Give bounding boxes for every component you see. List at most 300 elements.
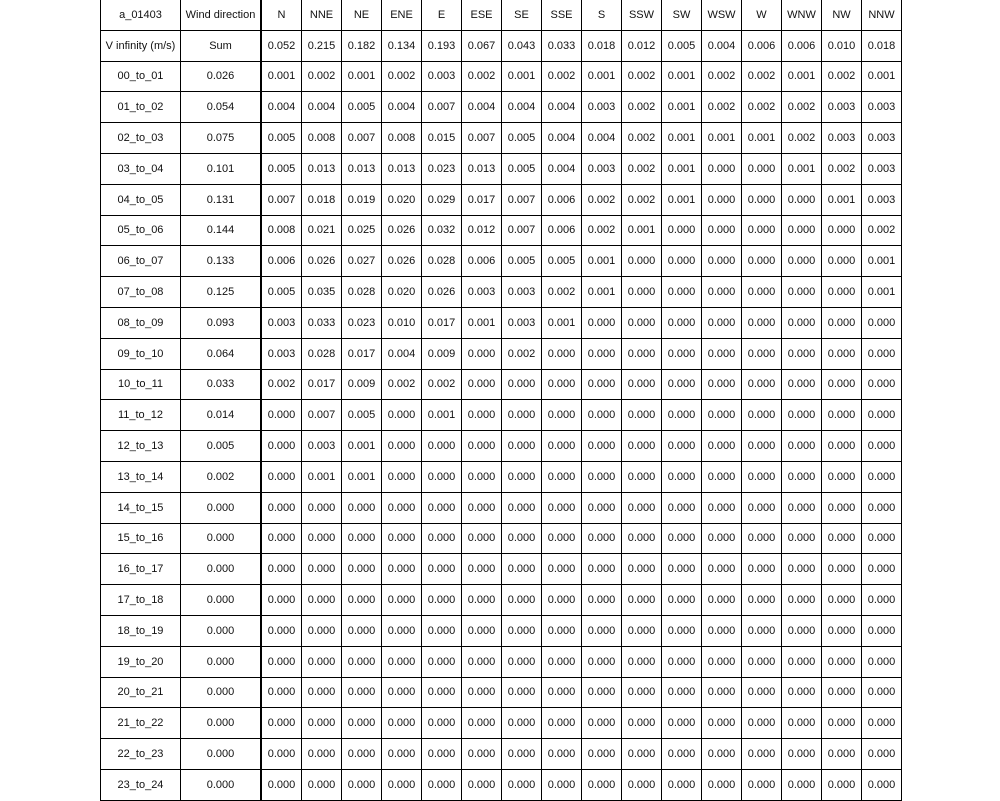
frequency-cell: 0.002	[502, 338, 542, 369]
frequency-cell: 0.000	[302, 492, 342, 523]
frequency-cell: 0.000	[662, 492, 702, 523]
frequency-cell: 0.000	[742, 277, 782, 308]
speed-range-cell: 00_to_01	[101, 61, 181, 92]
row-sum-cell: 0.101	[181, 153, 262, 184]
direction-header: NW	[822, 0, 862, 30]
frequency-cell: 0.002	[302, 61, 342, 92]
frequency-cell: 0.000	[742, 646, 782, 677]
frequency-cell: 0.000	[422, 523, 462, 554]
frequency-cell: 0.020	[382, 277, 422, 308]
speed-range-cell: 23_to_24	[101, 769, 181, 800]
speed-range-cell: 09_to_10	[101, 338, 181, 369]
frequency-cell: 0.002	[742, 92, 782, 123]
frequency-cell: 0.007	[502, 215, 542, 246]
frequency-cell: 0.000	[382, 431, 422, 462]
frequency-cell: 0.000	[261, 461, 302, 492]
frequency-cell: 0.000	[782, 708, 822, 739]
frequency-cell: 0.000	[622, 400, 662, 431]
frequency-cell: 0.004	[502, 92, 542, 123]
frequency-cell: 0.001	[342, 431, 382, 462]
frequency-cell: 0.000	[422, 492, 462, 523]
speed-range-cell: 17_to_18	[101, 585, 181, 616]
frequency-cell: 0.000	[582, 554, 622, 585]
frequency-cell: 0.000	[862, 431, 902, 462]
row-sum-cell: 0.000	[181, 646, 262, 677]
frequency-cell: 0.000	[342, 615, 382, 646]
header-label: Wind direction	[181, 0, 262, 30]
direction-header: NE	[342, 0, 382, 30]
direction-header: W	[742, 0, 782, 30]
frequency-cell: 0.000	[502, 523, 542, 554]
frequency-cell: 0.000	[342, 554, 382, 585]
frequency-cell: 0.000	[422, 739, 462, 770]
frequency-cell: 0.001	[742, 123, 782, 154]
frequency-cell: 0.001	[542, 307, 582, 338]
frequency-cell: 0.005	[342, 400, 382, 431]
frequency-cell: 0.002	[622, 92, 662, 123]
wind-frequency-table	[100, 0, 902, 801]
frequency-cell: 0.000	[622, 431, 662, 462]
frequency-cell: 0.000	[502, 677, 542, 708]
frequency-cell: 0.000	[742, 431, 782, 462]
frequency-cell: 0.000	[742, 492, 782, 523]
row-sum-cell: 0.075	[181, 123, 262, 154]
direction-sum-cell: 0.012	[622, 30, 662, 61]
frequency-cell: 0.003	[261, 307, 302, 338]
table-row	[101, 246, 902, 277]
frequency-cell: 0.001	[662, 153, 702, 184]
frequency-cell: 0.000	[662, 739, 702, 770]
row-sum-cell: 0.093	[181, 307, 262, 338]
frequency-cell: 0.017	[422, 307, 462, 338]
frequency-cell: 0.000	[261, 585, 302, 616]
frequency-cell: 0.000	[662, 585, 702, 616]
direction-sum-cell: 0.010	[822, 30, 862, 61]
frequency-cell: 0.000	[782, 585, 822, 616]
frequency-cell: 0.000	[382, 461, 422, 492]
frequency-cell: 0.000	[822, 277, 862, 308]
frequency-cell: 0.000	[622, 492, 662, 523]
frequency-cell: 0.000	[702, 677, 742, 708]
speed-range-cell: 02_to_03	[101, 123, 181, 154]
frequency-cell: 0.006	[261, 246, 302, 277]
speed-range-cell: 06_to_07	[101, 246, 181, 277]
frequency-cell: 0.000	[542, 338, 582, 369]
frequency-cell: 0.000	[862, 585, 902, 616]
frequency-cell: 0.000	[782, 307, 822, 338]
frequency-cell: 0.000	[702, 184, 742, 215]
frequency-cell: 0.000	[422, 769, 462, 800]
table-row	[101, 461, 902, 492]
frequency-cell: 0.000	[742, 739, 782, 770]
direction-header: WSW	[702, 0, 742, 30]
frequency-cell: 0.001	[662, 184, 702, 215]
table-body	[101, 0, 902, 800]
frequency-cell: 0.000	[782, 461, 822, 492]
frequency-cell: 0.002	[382, 369, 422, 400]
frequency-cell: 0.000	[782, 554, 822, 585]
table-row	[101, 492, 902, 523]
frequency-cell: 0.002	[822, 61, 862, 92]
frequency-cell: 0.004	[382, 338, 422, 369]
frequency-cell: 0.012	[462, 215, 502, 246]
frequency-cell: 0.000	[462, 431, 502, 462]
frequency-cell: 0.000	[422, 461, 462, 492]
frequency-cell: 0.000	[382, 585, 422, 616]
frequency-cell: 0.001	[782, 153, 822, 184]
row-sum-cell: 0.000	[181, 615, 262, 646]
frequency-cell: 0.004	[542, 123, 582, 154]
frequency-cell: 0.000	[702, 431, 742, 462]
row-sum-cell: 0.144	[181, 215, 262, 246]
speed-range-cell: 05_to_06	[101, 215, 181, 246]
row-sum-cell: 0.054	[181, 92, 262, 123]
frequency-cell: 0.002	[862, 215, 902, 246]
frequency-cell: 0.000	[382, 554, 422, 585]
direction-sum-cell: 0.043	[502, 30, 542, 61]
frequency-cell: 0.000	[382, 677, 422, 708]
frequency-cell: 0.006	[462, 246, 502, 277]
frequency-cell: 0.000	[822, 708, 862, 739]
table-row	[101, 615, 902, 646]
frequency-cell: 0.000	[582, 769, 622, 800]
frequency-cell: 0.000	[822, 523, 862, 554]
corner-label: a_01403	[101, 0, 181, 30]
frequency-cell: 0.000	[782, 677, 822, 708]
frequency-cell: 0.000	[622, 739, 662, 770]
frequency-cell: 0.000	[422, 708, 462, 739]
frequency-cell: 0.000	[422, 646, 462, 677]
frequency-cell: 0.000	[502, 461, 542, 492]
frequency-cell: 0.000	[782, 646, 822, 677]
speed-range-cell: 13_to_14	[101, 461, 181, 492]
frequency-cell: 0.000	[462, 708, 502, 739]
speed-range-cell: 03_to_04	[101, 153, 181, 184]
frequency-cell: 0.005	[502, 246, 542, 277]
frequency-cell: 0.000	[422, 677, 462, 708]
direction-header: E	[422, 0, 462, 30]
frequency-cell: 0.004	[382, 92, 422, 123]
table-row	[101, 646, 902, 677]
frequency-cell: 0.000	[422, 554, 462, 585]
frequency-cell: 0.000	[261, 431, 302, 462]
frequency-cell: 0.000	[822, 554, 862, 585]
speed-range-cell: 11_to_12	[101, 400, 181, 431]
frequency-cell: 0.002	[622, 123, 662, 154]
frequency-cell: 0.000	[382, 400, 422, 431]
frequency-cell: 0.002	[782, 92, 822, 123]
frequency-cell: 0.017	[342, 338, 382, 369]
frequency-cell: 0.000	[862, 554, 902, 585]
frequency-cell: 0.028	[302, 338, 342, 369]
table-row	[101, 338, 902, 369]
frequency-cell: 0.000	[702, 646, 742, 677]
frequency-cell: 0.000	[662, 769, 702, 800]
frequency-cell: 0.000	[261, 554, 302, 585]
frequency-cell: 0.000	[261, 646, 302, 677]
frequency-cell: 0.000	[702, 492, 742, 523]
frequency-cell: 0.000	[462, 523, 502, 554]
row-sum-cell: 0.000	[181, 708, 262, 739]
frequency-cell: 0.028	[422, 246, 462, 277]
frequency-cell: 0.005	[342, 92, 382, 123]
row-sum-cell: 0.005	[181, 431, 262, 462]
frequency-cell: 0.000	[502, 369, 542, 400]
frequency-cell: 0.000	[702, 739, 742, 770]
frequency-cell: 0.002	[422, 369, 462, 400]
frequency-cell: 0.000	[862, 769, 902, 800]
frequency-cell: 0.002	[622, 153, 662, 184]
frequency-cell: 0.000	[702, 307, 742, 338]
frequency-cell: 0.000	[582, 431, 622, 462]
table-row	[101, 61, 902, 92]
frequency-cell: 0.002	[822, 153, 862, 184]
frequency-cell: 0.004	[462, 92, 502, 123]
frequency-cell: 0.004	[261, 92, 302, 123]
direction-sum-cell: 0.134	[382, 30, 422, 61]
speed-range-cell: 22_to_23	[101, 739, 181, 770]
frequency-cell: 0.000	[862, 369, 902, 400]
frequency-cell: 0.000	[542, 400, 582, 431]
frequency-cell: 0.000	[462, 492, 502, 523]
frequency-cell: 0.013	[302, 153, 342, 184]
frequency-cell: 0.026	[302, 246, 342, 277]
frequency-cell: 0.002	[261, 369, 302, 400]
frequency-cell: 0.000	[542, 492, 582, 523]
frequency-cell: 0.000	[782, 431, 822, 462]
frequency-cell: 0.000	[462, 338, 502, 369]
frequency-cell: 0.003	[502, 277, 542, 308]
frequency-cell: 0.000	[382, 769, 422, 800]
frequency-cell: 0.035	[302, 277, 342, 308]
frequency-cell: 0.000	[822, 400, 862, 431]
frequency-cell: 0.000	[702, 400, 742, 431]
frequency-cell: 0.000	[261, 708, 302, 739]
frequency-cell: 0.000	[302, 769, 342, 800]
row-sum-cell: 0.125	[181, 277, 262, 308]
frequency-cell: 0.000	[382, 523, 422, 554]
frequency-cell: 0.000	[742, 153, 782, 184]
frequency-cell: 0.000	[582, 646, 622, 677]
frequency-cell: 0.000	[502, 585, 542, 616]
frequency-cell: 0.000	[302, 708, 342, 739]
frequency-cell: 0.000	[862, 646, 902, 677]
row-sum-cell: 0.002	[181, 461, 262, 492]
frequency-cell: 0.000	[622, 461, 662, 492]
frequency-cell: 0.013	[342, 153, 382, 184]
frequency-cell: 0.000	[502, 431, 542, 462]
row-sum-cell: 0.014	[181, 400, 262, 431]
direction-sum-cell: 0.006	[782, 30, 822, 61]
frequency-cell: 0.000	[542, 646, 582, 677]
speed-range-cell: 04_to_05	[101, 184, 181, 215]
table-row	[101, 184, 902, 215]
direction-sum-cell: 0.006	[742, 30, 782, 61]
direction-header: ESE	[462, 0, 502, 30]
direction-sum-cell: 0.018	[582, 30, 622, 61]
frequency-cell: 0.000	[582, 523, 622, 554]
frequency-cell: 0.000	[782, 739, 822, 770]
frequency-cell: 0.000	[502, 708, 542, 739]
frequency-cell: 0.000	[542, 461, 582, 492]
frequency-cell: 0.000	[702, 153, 742, 184]
table-row	[101, 585, 902, 616]
frequency-cell: 0.002	[782, 123, 822, 154]
frequency-cell: 0.002	[582, 184, 622, 215]
frequency-cell: 0.000	[542, 769, 582, 800]
frequency-cell: 0.000	[582, 677, 622, 708]
frequency-cell: 0.000	[702, 246, 742, 277]
frequency-cell: 0.000	[542, 739, 582, 770]
frequency-cell: 0.000	[542, 677, 582, 708]
frequency-cell: 0.000	[702, 769, 742, 800]
frequency-cell: 0.000	[622, 246, 662, 277]
frequency-cell: 0.000	[862, 461, 902, 492]
table-row	[101, 123, 902, 154]
direction-sum-cell: 0.018	[862, 30, 902, 61]
frequency-cell: 0.002	[542, 277, 582, 308]
frequency-cell: 0.001	[662, 61, 702, 92]
frequency-cell: 0.000	[622, 307, 662, 338]
frequency-cell: 0.006	[542, 215, 582, 246]
frequency-cell: 0.000	[582, 400, 622, 431]
frequency-cell: 0.000	[662, 554, 702, 585]
frequency-cell: 0.003	[422, 61, 462, 92]
row-sum-cell: 0.000	[181, 585, 262, 616]
table-row	[101, 400, 902, 431]
frequency-cell: 0.002	[622, 61, 662, 92]
frequency-cell: 0.000	[502, 554, 542, 585]
table-row	[101, 769, 902, 800]
frequency-cell: 0.000	[822, 739, 862, 770]
frequency-cell: 0.000	[822, 215, 862, 246]
table-row	[101, 277, 902, 308]
frequency-cell: 0.000	[822, 369, 862, 400]
frequency-cell: 0.000	[542, 554, 582, 585]
frequency-cell: 0.002	[462, 61, 502, 92]
frequency-cell: 0.000	[542, 615, 582, 646]
frequency-cell: 0.000	[742, 400, 782, 431]
frequency-cell: 0.029	[422, 184, 462, 215]
frequency-cell: 0.002	[622, 184, 662, 215]
frequency-cell: 0.002	[742, 61, 782, 92]
frequency-cell: 0.007	[502, 184, 542, 215]
frequency-cell: 0.000	[342, 739, 382, 770]
frequency-cell: 0.000	[662, 246, 702, 277]
frequency-cell: 0.000	[662, 523, 702, 554]
frequency-cell: 0.001	[822, 184, 862, 215]
frequency-cell: 0.000	[662, 461, 702, 492]
frequency-cell: 0.000	[261, 677, 302, 708]
frequency-cell: 0.004	[582, 123, 622, 154]
frequency-cell: 0.003	[302, 431, 342, 462]
frequency-cell: 0.000	[582, 338, 622, 369]
frequency-cell: 0.001	[502, 61, 542, 92]
frequency-cell: 0.000	[582, 307, 622, 338]
frequency-cell: 0.025	[342, 215, 382, 246]
frequency-cell: 0.001	[261, 61, 302, 92]
frequency-cell: 0.000	[702, 338, 742, 369]
frequency-cell: 0.000	[542, 431, 582, 462]
frequency-cell: 0.017	[302, 369, 342, 400]
frequency-cell: 0.001	[582, 277, 622, 308]
frequency-cell: 0.000	[342, 769, 382, 800]
frequency-cell: 0.019	[342, 184, 382, 215]
direction-sum-cell: 0.067	[462, 30, 502, 61]
frequency-cell: 0.009	[422, 338, 462, 369]
frequency-cell: 0.000	[582, 369, 622, 400]
frequency-cell: 0.000	[502, 769, 542, 800]
table-row	[101, 369, 902, 400]
frequency-cell: 0.000	[462, 646, 502, 677]
direction-sum-cell: 0.193	[422, 30, 462, 61]
frequency-cell: 0.000	[862, 307, 902, 338]
frequency-cell: 0.000	[342, 646, 382, 677]
direction-header: N	[261, 0, 302, 30]
frequency-cell: 0.010	[382, 307, 422, 338]
speed-range-cell: 16_to_17	[101, 554, 181, 585]
frequency-cell: 0.000	[302, 646, 342, 677]
direction-header: SW	[662, 0, 702, 30]
row-sum-cell: 0.133	[181, 246, 262, 277]
frequency-cell: 0.000	[702, 215, 742, 246]
row-sum-cell: 0.000	[181, 492, 262, 523]
row-sum-cell: 0.131	[181, 184, 262, 215]
frequency-cell: 0.000	[422, 585, 462, 616]
frequency-cell: 0.002	[702, 61, 742, 92]
row-label: V infinity (m/s)	[101, 30, 181, 61]
direction-header: SE	[502, 0, 542, 30]
frequency-cell: 0.000	[622, 585, 662, 616]
frequency-cell: 0.002	[582, 215, 622, 246]
frequency-cell: 0.003	[862, 123, 902, 154]
frequency-cell: 0.001	[702, 123, 742, 154]
frequency-cell: 0.000	[462, 585, 502, 616]
frequency-cell: 0.000	[382, 615, 422, 646]
frequency-cell: 0.000	[822, 246, 862, 277]
frequency-cell: 0.007	[462, 123, 502, 154]
frequency-cell: 0.000	[702, 369, 742, 400]
frequency-cell: 0.003	[261, 338, 302, 369]
frequency-cell: 0.003	[582, 153, 622, 184]
frequency-cell: 0.026	[382, 246, 422, 277]
frequency-cell: 0.000	[742, 369, 782, 400]
direction-header: NNE	[302, 0, 342, 30]
frequency-cell: 0.000	[502, 492, 542, 523]
direction-sum-cell: 0.052	[261, 30, 302, 61]
header-row	[101, 0, 902, 30]
frequency-cell: 0.000	[702, 554, 742, 585]
frequency-cell: 0.000	[582, 708, 622, 739]
frequency-cell: 0.000	[822, 492, 862, 523]
direction-header: WNW	[782, 0, 822, 30]
frequency-cell: 0.000	[782, 246, 822, 277]
frequency-cell: 0.000	[662, 615, 702, 646]
frequency-cell: 0.000	[742, 338, 782, 369]
frequency-cell: 0.002	[382, 61, 422, 92]
frequency-cell: 0.004	[542, 153, 582, 184]
frequency-cell: 0.005	[542, 246, 582, 277]
frequency-cell: 0.000	[582, 585, 622, 616]
frequency-cell: 0.000	[822, 677, 862, 708]
frequency-cell: 0.000	[342, 677, 382, 708]
frequency-cell: 0.005	[261, 277, 302, 308]
frequency-cell: 0.000	[302, 585, 342, 616]
frequency-cell: 0.007	[422, 92, 462, 123]
frequency-cell: 0.000	[662, 277, 702, 308]
frequency-cell: 0.000	[782, 338, 822, 369]
frequency-cell: 0.000	[822, 461, 862, 492]
